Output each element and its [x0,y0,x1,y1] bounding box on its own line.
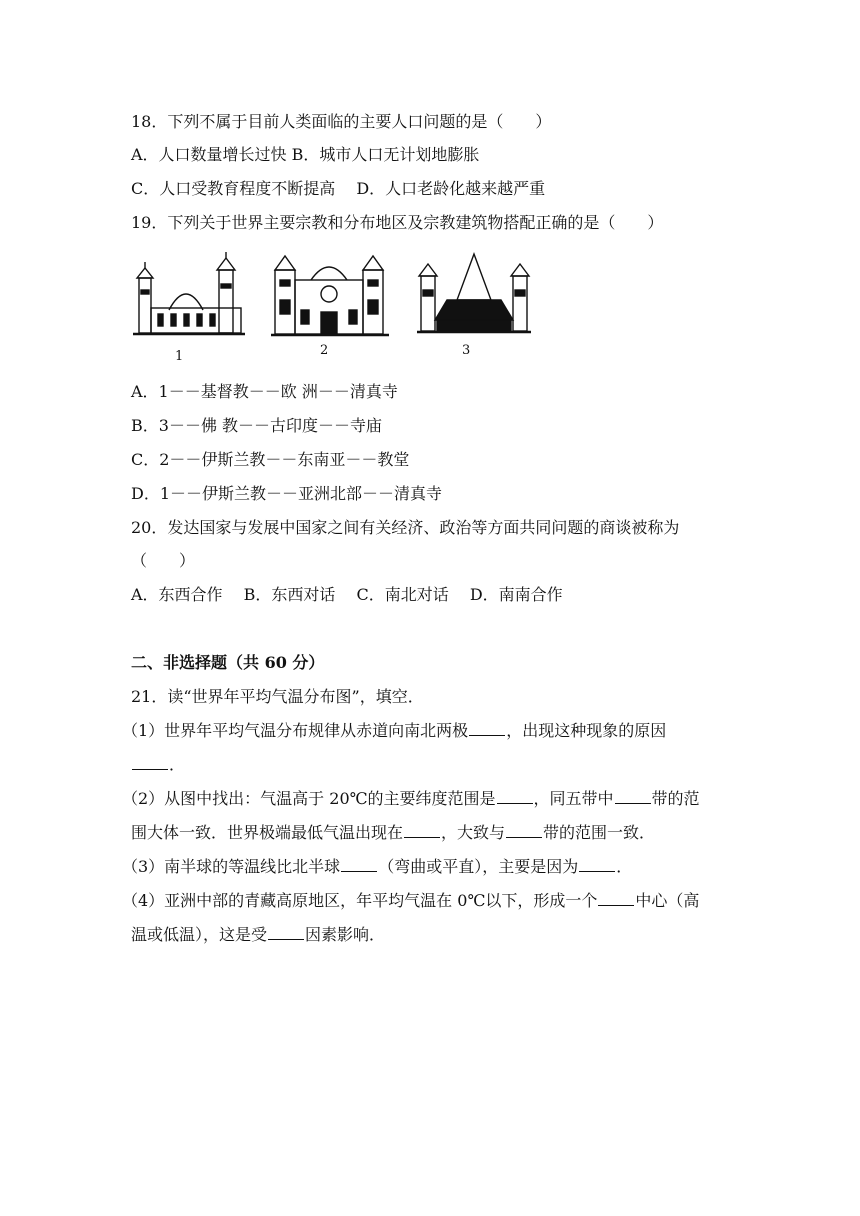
q21-part1-cont: ． [131,753,185,777]
q20-stem: 20．发达国家与发展中国家之间有关经济、政治等方面共同问题的商谈被称为 [131,518,680,537]
answer-blank [579,857,615,872]
q19-option-a: A．1－－基督教－－欧 洲－－清真寺 [131,382,398,401]
q18-stem: 18．下列不属于目前人类面临的主要人口问题的是（ ） [131,112,552,131]
answer-blank [268,925,304,940]
q20-paren: （ ） [131,551,196,570]
q19-stem: 19．下列关于世界主要宗教和分布地区及宗教建筑物搭配正确的是（ ） [131,213,664,232]
q18-options-ab: A．人口数量增长过快 B．城市人口无计划地膨胀 [131,145,480,164]
q21-part2: （2）从图中找出：气温高于 20℃的主要纬度范围是 ，同五带中 带的范 [122,789,700,808]
q18-options-cd: C．人口受教育程度不断提高 D．人口老龄化越来越严重 [131,179,546,198]
q21-part4-cont: 温或低温），这是受 因素影响． [131,925,386,944]
answer-blank [497,789,533,804]
section-2-title: 二、非选择题（共 60 分） [131,653,325,672]
answer-blank [132,755,168,770]
q21-part1: （1）世界年平均气温分布规律从赤道向南北两极 ，出现这种现象的原因 [122,721,667,740]
figure-label-1: 1 [175,349,184,364]
temple-illustration [417,254,531,332]
figure-label-2: 2 [320,343,329,358]
answer-blank [341,857,377,872]
q21-part4: （4）亚洲中部的青藏高原地区，年平均气温在 0℃以下，形成一个 中心（高 [122,891,700,910]
religious-buildings-illustration [131,250,541,350]
religious-buildings-figure [131,250,541,365]
q20-options: A．东西合作 B．东西对话 C．南北对话 D．南南合作 [131,585,563,604]
mosque-illustration [133,252,245,334]
figure-label-3: 3 [462,343,471,358]
answer-blank [598,891,634,906]
q21-part3: （3）南半球的等温线比北半球 （弯曲或平直），主要是因为 ． [122,857,633,876]
q19-option-d: D．1－－伊斯兰教－－亚洲北部－－清真寺 [131,484,443,503]
q21-part2-cont: 围大体一致．世界极端最低气温出现在 ，大致与 带的范围一致． [131,823,656,842]
answer-blank [506,823,542,838]
answer-blank [615,789,651,804]
church-illustration [271,256,389,335]
answer-blank [404,823,440,838]
q19-option-c: C．2－－伊斯兰教－－东南亚－－教堂 [131,450,410,469]
q21-stem: 21．读“世界年平均气温分布图”，填空． [131,687,424,706]
q19-option-b: B．3－－佛 教－－古印度－－寺庙 [131,416,383,435]
answer-blank [469,721,505,736]
